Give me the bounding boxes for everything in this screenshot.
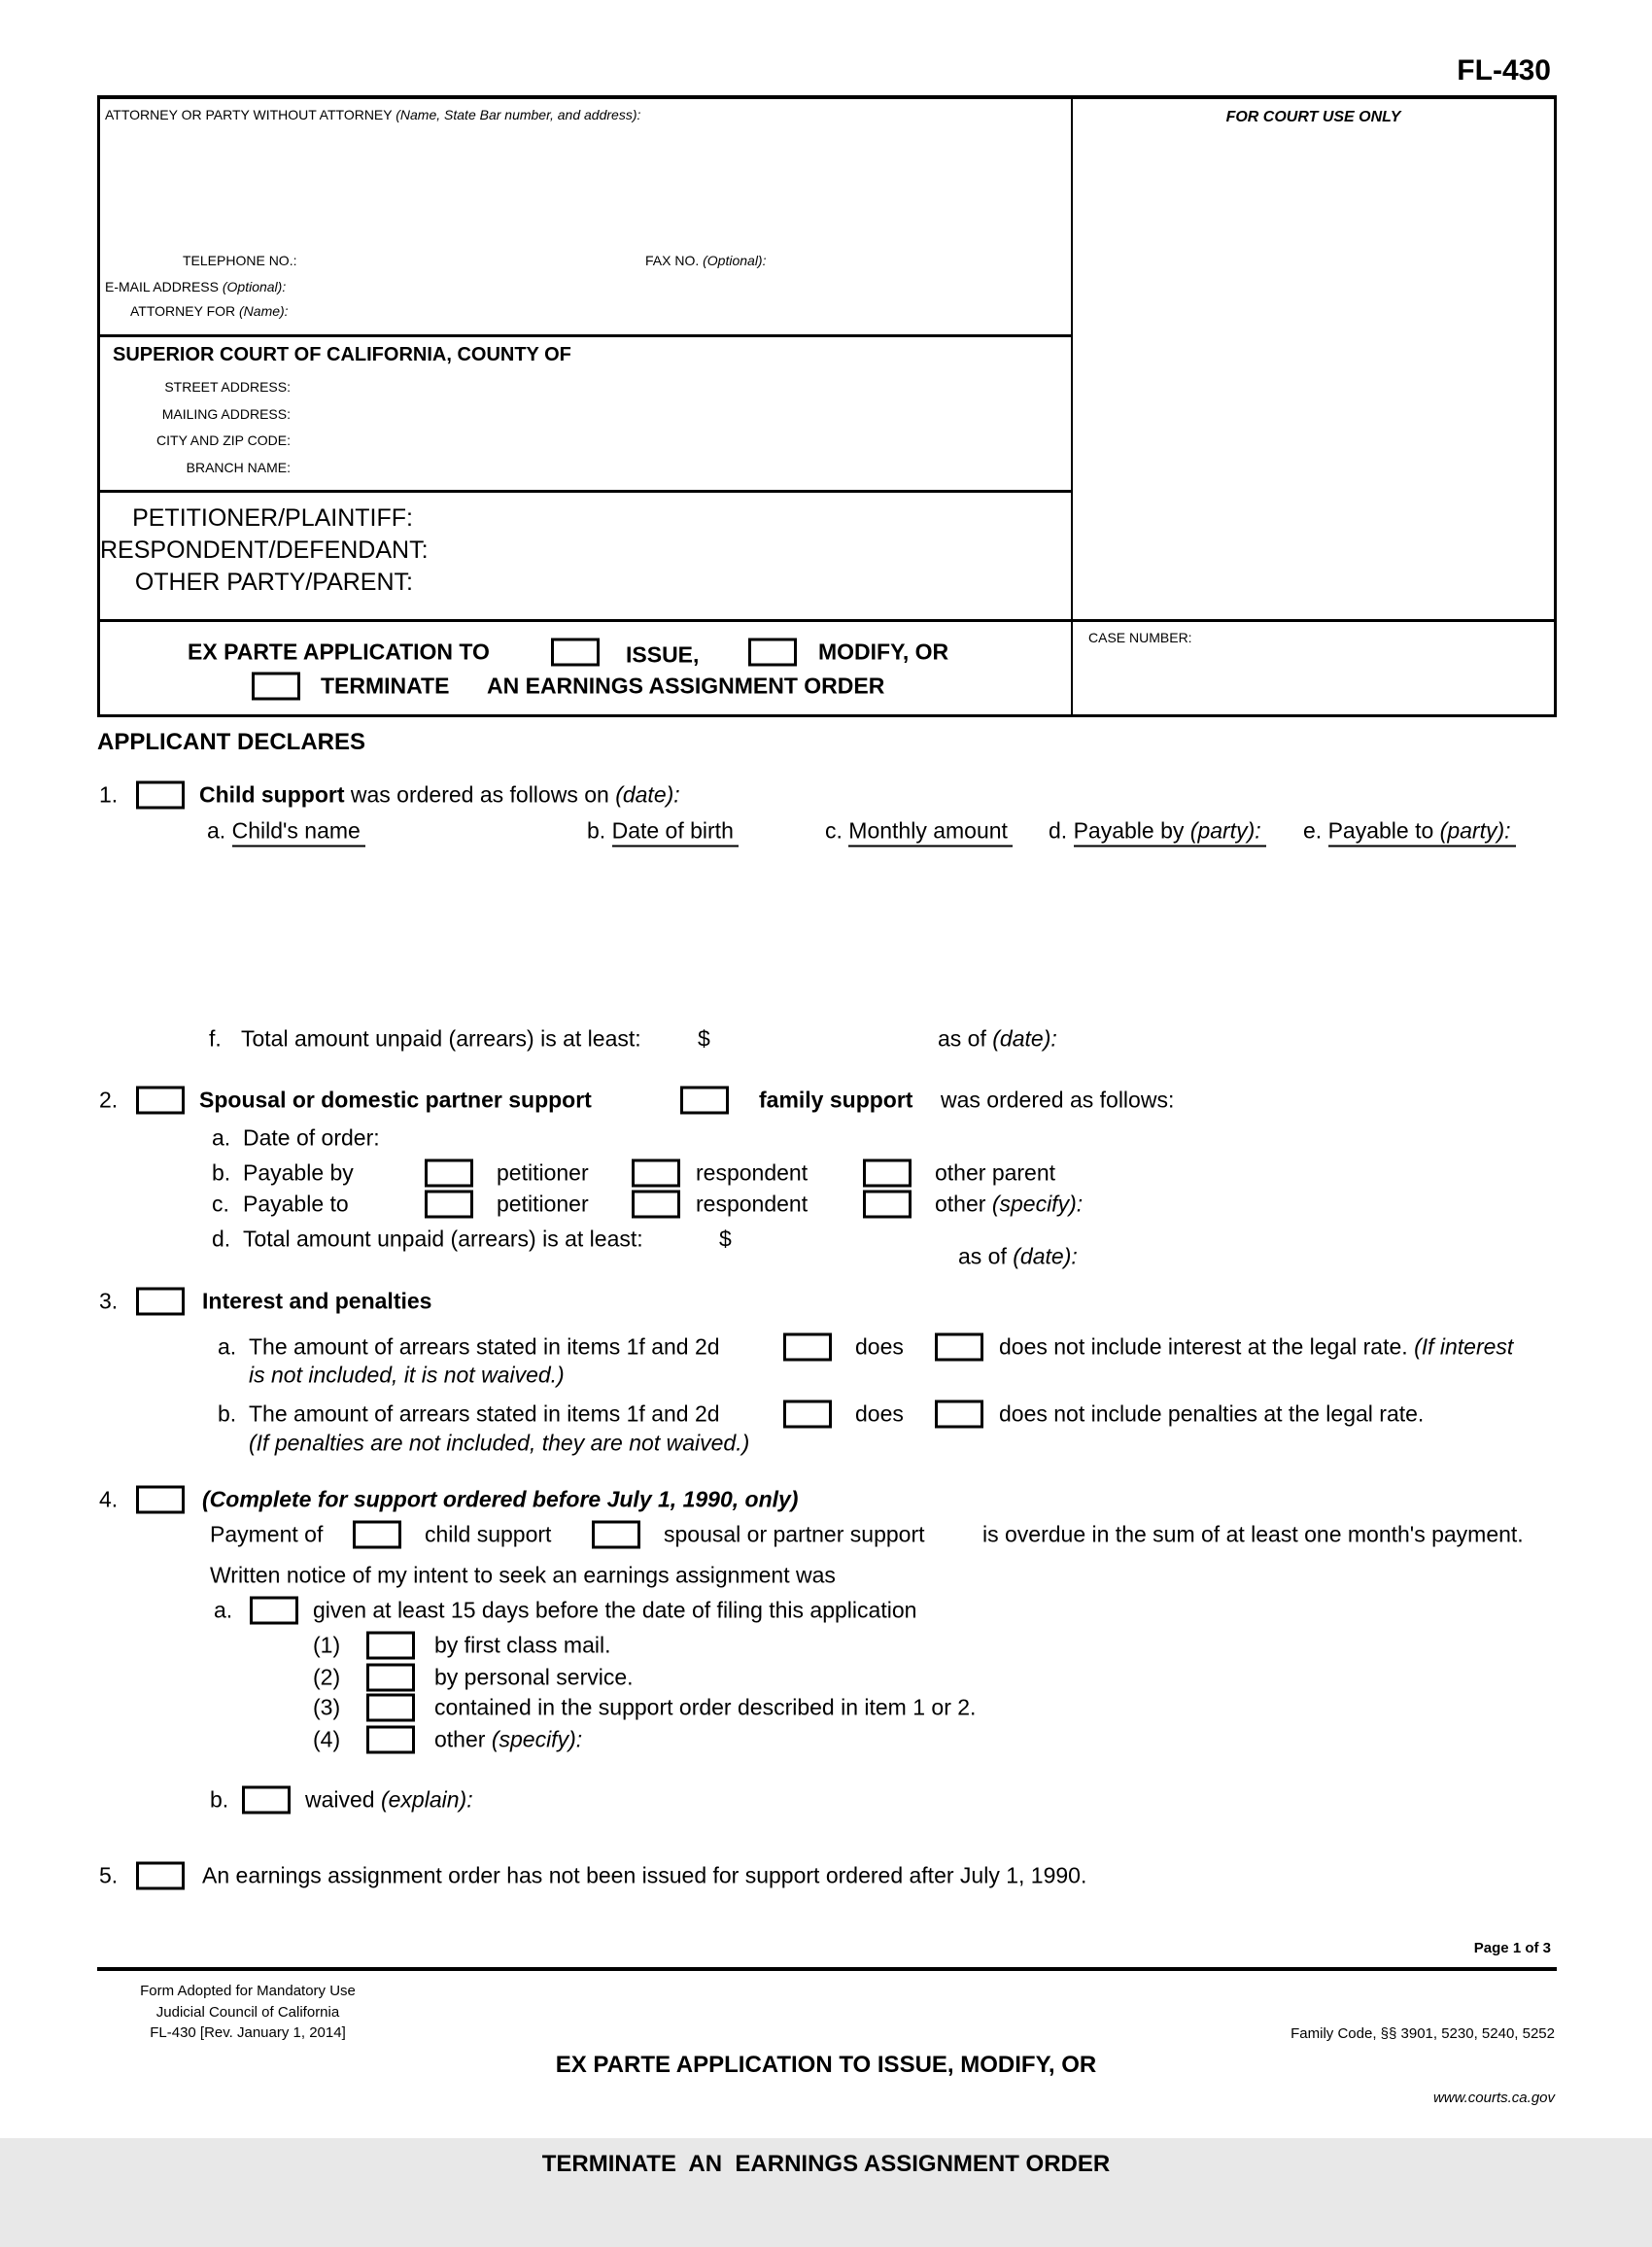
col-c-label: Monthly amount (848, 818, 1013, 847)
col-e-label-party: (party): (1439, 817, 1511, 844)
item4-child-support-checkbox[interactable] (353, 1521, 401, 1549)
item2c-row (0, 1188, 1652, 1221)
attorney-for-label-text: ATTORNEY FOR (130, 303, 240, 319)
item4b-letter: b. (210, 1786, 229, 1813)
col-e-letter: e. (1303, 817, 1328, 844)
item3a-does-checkbox[interactable] (783, 1333, 832, 1362)
item2d-asof-date: (date): (1013, 1243, 1078, 1269)
email-label (105, 279, 286, 294)
col-b-label: Date of birth (612, 818, 739, 847)
header-right-column (1071, 99, 1554, 714)
item2a-letter: a. (212, 1124, 231, 1151)
item3b-does-checkbox[interactable] (783, 1400, 832, 1429)
item2c-letter: c. (212, 1191, 229, 1217)
col-d-letter: d. (1049, 817, 1074, 844)
item2d-letter: d. (212, 1226, 231, 1252)
court-address-labels (100, 374, 291, 481)
item4b-checkbox[interactable] (242, 1786, 291, 1815)
other-party-label: OTHER PARTY/PARENT: (134, 569, 413, 596)
item1f-text: Total amount unpaid (arrears) is at least: (241, 1025, 641, 1052)
modify-checkbox[interactable] (748, 639, 797, 667)
item3a-note-row (0, 1359, 1652, 1392)
item2a-row (0, 1122, 1652, 1155)
col-a-letter: a. (207, 817, 232, 844)
item1f-asof-date: (date): (992, 1025, 1057, 1052)
item4a1-number: (1) (313, 1632, 341, 1658)
item4a2-checkbox[interactable] (366, 1664, 415, 1692)
col-payable-to (1303, 818, 1516, 845)
item3a-note-start: (If interest (1414, 1333, 1514, 1360)
item2c-text: Payable to (243, 1191, 349, 1217)
item2b-petitioner-label: petitioner (497, 1159, 589, 1186)
item3-title: Interest and penalties (202, 1288, 432, 1314)
case-number-label: CASE NUMBER: (1088, 630, 1192, 645)
item4b-text (305, 1787, 473, 1814)
item2b-letter: b. (212, 1159, 231, 1186)
item2b-respondent-label: respondent (696, 1159, 809, 1186)
item4a4-specify: (specify): (491, 1726, 583, 1752)
item4a4-number: (4) (313, 1726, 341, 1752)
item2d-text: Total amount unpaid (arrears) is at least: (243, 1226, 643, 1252)
item3a-does-not-label (999, 1334, 1513, 1361)
footer-title-line2: TERMINATE AN EARNINGS ASSIGNMENT ORDER (541, 2151, 1111, 2177)
item3a-note-continued: is not included, it is not waived.) (249, 1362, 565, 1388)
item4a3-text: contained in the support order described in item 1 or 2. (434, 1694, 977, 1720)
form-title-section (100, 619, 1071, 714)
title-option-terminate: TERMINATE (321, 673, 450, 699)
item5-checkbox[interactable] (136, 1862, 185, 1890)
party-section[interactable] (100, 490, 1071, 619)
item2c-other-checkbox[interactable] (863, 1191, 912, 1219)
item4a4-other-text: other (434, 1726, 492, 1752)
header-box (97, 95, 1557, 717)
item1f-row (0, 1022, 1652, 1055)
footer-adoption-block (97, 1981, 398, 2044)
item4-written-text: Written notice of my intent to seek an earnings assignment was (210, 1562, 836, 1588)
respondent-label: RESPONDENT/DEFENDANT: (100, 536, 429, 564)
telephone-label: TELEPHONE NO.: (183, 253, 297, 268)
col-c-letter: c. (825, 817, 849, 844)
item1f-dollar-sign: $ (698, 1025, 710, 1052)
item3b-does-not-checkbox[interactable] (935, 1400, 983, 1429)
item5-text: An earnings assignment order has not been issued for support ordered after July 1, 1990. (202, 1862, 1087, 1888)
item2c-petitioner-label: petitioner (497, 1191, 589, 1217)
item4a-row (0, 1594, 1652, 1627)
fax-label (645, 253, 766, 268)
item1-text-bold: Child support (199, 781, 345, 808)
city-zip-label: CITY AND ZIP CODE: (156, 432, 291, 448)
attorney-caption (105, 107, 640, 122)
item4-checkbox[interactable] (136, 1486, 185, 1514)
col-child-name (207, 818, 365, 845)
item2b-petitioner-checkbox[interactable] (425, 1159, 473, 1188)
title-option-modify: MODIFY, OR (818, 639, 949, 665)
item3b-note: (If penalties are not included, they are not waived.) (249, 1430, 750, 1456)
attorney-caption-label: ATTORNEY OR PARTY WITHOUT ATTORNEY (105, 107, 396, 122)
item3b-row (0, 1398, 1652, 1431)
item4a1-checkbox[interactable] (366, 1632, 415, 1660)
item2d-asof-row (0, 1240, 1652, 1273)
item4a2-number: (2) (313, 1664, 341, 1690)
col-d-label-text: Payable by (1073, 817, 1190, 844)
attorney-for-label (130, 303, 289, 319)
item2-family-checkbox[interactable] (680, 1087, 729, 1115)
footer-reference-block (1291, 1981, 1555, 2152)
party-labels (100, 502, 429, 599)
item4-row (0, 1483, 1652, 1516)
item3b-does-not-label: does not include penalties at the legal rate. (999, 1400, 1425, 1427)
item4a4-row (0, 1723, 1652, 1756)
item3a-does-not-checkbox[interactable] (935, 1333, 983, 1362)
item2-text-rest: was ordered as follows: (941, 1087, 1175, 1113)
footer-adoption-line1: Form Adopted for Mandatory Use (140, 1983, 356, 1999)
item1f-asof-text: as of (938, 1025, 993, 1052)
col-e-label-text: Payable to (1327, 817, 1440, 844)
court-name: SUPERIOR COURT OF CALIFORNIA, COUNTY OF (113, 344, 571, 365)
page-number: Page 1 of 3 (1473, 1940, 1551, 1956)
item4-payment-row (0, 1518, 1652, 1551)
item4-spousal-support-label: spousal or partner support (664, 1521, 925, 1547)
branch-name-label: BRANCH NAME: (186, 459, 291, 475)
item4a-checkbox[interactable] (250, 1597, 298, 1625)
petitioner-label: PETITIONER/PLAINTIFF: (132, 504, 413, 532)
header-left-column (100, 99, 1071, 714)
item4a1-row (0, 1629, 1652, 1662)
item4-overdue-text: is overdue in the sum of at least one month's payment. (982, 1521, 1524, 1547)
item4-written-row (0, 1559, 1652, 1592)
title-suffix: AN EARNINGS ASSIGNMENT ORDER (487, 673, 885, 699)
item4b-row (0, 1783, 1652, 1816)
item3b-stem: The amount of arrears stated in items 1f and 2d (249, 1400, 720, 1427)
for-court-use-only-label: FOR COURT USE ONLY (1225, 109, 1401, 125)
item3-number: 3. (99, 1288, 119, 1314)
item4a1-text: by first class mail. (434, 1632, 611, 1658)
fax-label-text: FAX NO. (645, 253, 704, 268)
item3a-letter: a. (218, 1333, 237, 1360)
item2c-respondent-label: respondent (696, 1191, 809, 1217)
item2c-other-text: other (935, 1191, 992, 1217)
email-label-text: E-MAIL ADDRESS (105, 279, 223, 294)
title-prefix: EX PARTE APPLICATION TO (188, 639, 490, 665)
item2-family-label: family support (759, 1087, 913, 1113)
item1-number: 1. (99, 781, 119, 808)
footer-rule (97, 1967, 1557, 1971)
item4a3-number: (3) (313, 1694, 341, 1720)
case-number-area[interactable] (1073, 619, 1554, 714)
item2b-text: Payable by (243, 1159, 354, 1186)
item4b-explain: (explain): (380, 1786, 473, 1813)
item4a3-row (0, 1691, 1652, 1724)
item4b-waived-text: waived (305, 1786, 381, 1813)
item1-text-rest: was ordered as follows on (344, 781, 616, 808)
footer-adoption-line3: FL-430 [Rev. January 1, 2014] (150, 2024, 346, 2041)
item3a-does-not-text: does not include interest at the legal rate. (999, 1333, 1415, 1360)
item4a-text: given at least 15 days before the date of filing this application (313, 1597, 917, 1623)
street-address-label: STREET ADDRESS: (164, 379, 291, 395)
item3a-stem: The amount of arrears stated in items 1f and 2d (249, 1333, 720, 1360)
item3-checkbox[interactable] (136, 1288, 185, 1316)
item1-text-date: (date): (615, 781, 680, 808)
item2c-petitioner-checkbox[interactable] (425, 1191, 473, 1219)
item4a3-checkbox[interactable] (366, 1694, 415, 1722)
court-use-area[interactable] (1073, 99, 1554, 619)
item2-number: 2. (99, 1087, 119, 1113)
item1-row (0, 778, 1652, 812)
item2d-dollar-sign: $ (719, 1226, 732, 1252)
issue-checkbox[interactable] (551, 639, 600, 667)
item1f-letter: f. (209, 1025, 222, 1052)
item4-payment-label: Payment of (210, 1521, 324, 1547)
item4-title: (Complete for support ordered before July 1, 1990, only) (202, 1486, 799, 1512)
footer-title-line1: EX PARTE APPLICATION TO ISSUE, MODIFY, OR (555, 2052, 1097, 2078)
item2a-text: Date of order: (243, 1124, 380, 1151)
col-d-label (1074, 818, 1266, 847)
attorney-for-label-note: (Name): (239, 303, 289, 319)
item2c-respondent-checkbox[interactable] (632, 1191, 680, 1219)
item4a4-text (434, 1727, 582, 1753)
item2d-asof (958, 1244, 1078, 1270)
item2c-other-specify: (specify): (991, 1191, 1084, 1217)
applicant-declares-heading: APPLICANT DECLARES (97, 729, 366, 755)
col-a-label: Child's name (232, 818, 365, 847)
item2b-other-parent-label: other parent (935, 1159, 1056, 1186)
court-section[interactable] (100, 334, 1071, 490)
item4a2-row (0, 1661, 1652, 1694)
item3b-does-label: does (855, 1400, 904, 1427)
item2-spousal-label: Spousal or domestic partner support (199, 1087, 592, 1113)
item4a2-text: by personal service. (434, 1664, 634, 1690)
item1f-asof (938, 1026, 1057, 1053)
child-support-entries-area[interactable] (199, 850, 1550, 1016)
email-label-note: (Optional): (222, 279, 287, 294)
col-e-label (1328, 818, 1516, 847)
item5-number: 5. (99, 1862, 119, 1888)
terminate-checkbox[interactable] (252, 673, 300, 701)
item3b-note-row (0, 1427, 1652, 1460)
item4-number: 4. (99, 1486, 119, 1512)
item2b-other-parent-checkbox[interactable] (863, 1159, 912, 1188)
col-d-label-party: (party): (1189, 817, 1261, 844)
attorney-caption-note: (Name, State Bar number, and address): (396, 107, 641, 122)
item4-child-support-label: child support (425, 1521, 552, 1547)
item3-row (0, 1285, 1652, 1318)
item4a-letter: a. (214, 1597, 233, 1623)
col-payable-by (1049, 818, 1266, 845)
footer-adoption-line2: Judicial Council of California (155, 2003, 340, 2021)
col-monthly-amount (825, 818, 1013, 845)
item2-row (0, 1084, 1652, 1117)
item2b-respondent-checkbox[interactable] (632, 1159, 680, 1188)
col-b-letter: b. (587, 817, 612, 844)
title-option-issue: ISSUE, (626, 641, 700, 668)
item3a-does-label: does (855, 1333, 904, 1360)
item2c-other-label (935, 1192, 1083, 1218)
form-number: FL-430 (1457, 54, 1551, 86)
col-date-of-birth (587, 818, 739, 845)
fax-label-note: (Optional): (703, 253, 767, 268)
item1-child-support-checkbox[interactable] (136, 781, 185, 810)
item2b-row (0, 1157, 1652, 1190)
item1-text (199, 782, 680, 809)
footer-title-block (466, 1983, 1186, 2247)
footer-family-code: Family Code, §§ 3901, 5230, 5240, 5252 (1291, 2025, 1555, 2042)
item4a4-checkbox[interactable] (366, 1726, 415, 1754)
attorney-section[interactable] (100, 99, 1071, 334)
item2d-asof-text: as of (958, 1243, 1014, 1269)
mailing-address-label: MAILING ADDRESS: (161, 405, 291, 422)
item4-spousal-support-checkbox[interactable] (592, 1521, 640, 1549)
item3b-letter: b. (218, 1400, 237, 1427)
footer-courts-url: www.courts.ca.gov (1432, 2090, 1555, 2106)
item5-row (0, 1859, 1652, 1892)
item2-spousal-checkbox[interactable] (136, 1087, 185, 1115)
item1-column-headers (0, 814, 1652, 847)
